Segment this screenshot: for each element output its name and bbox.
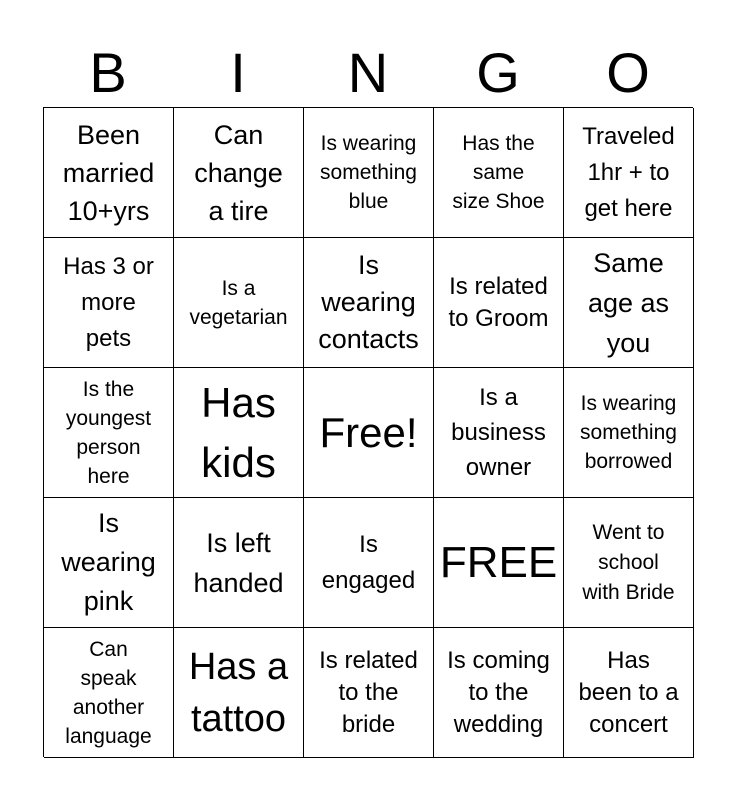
bingo-cell-r1c4[interactable] <box>434 108 564 238</box>
bingo-board <box>43 107 693 757</box>
bingo-header <box>43 38 693 108</box>
header-letter-o: O <box>606 41 650 104</box>
cell-text: Traveled 1hr + to get here <box>582 122 675 222</box>
bingo-cell-r5c3[interactable] <box>304 628 434 758</box>
bingo-cell-r1c3[interactable] <box>304 108 434 238</box>
cell-text: Went to school with Bride <box>582 520 675 604</box>
bingo-cell-r5c4[interactable] <box>434 628 564 758</box>
cell-text: Is related to Groom <box>448 272 549 332</box>
cell-text: Is wearing something borrowed <box>580 392 677 473</box>
bingo-cell-r5c5[interactable] <box>564 628 694 758</box>
cell-text: Is engaged <box>321 530 416 594</box>
bingo-cell-r2c1[interactable] <box>44 238 174 368</box>
cell-text: Is wearing pink <box>61 508 156 616</box>
bingo-cell-r4c2[interactable] <box>174 498 304 628</box>
cell-text: Has a tattoo <box>188 645 289 740</box>
cell-text: Been married 10+yrs <box>62 119 155 226</box>
cell-text: Has 3 or more pets <box>63 252 154 352</box>
bingo-cell-r4c5[interactable] <box>564 498 694 628</box>
header-letter-g: G <box>476 41 520 104</box>
bingo-cell-r5c1[interactable] <box>44 628 174 758</box>
bingo-cell-r2c2[interactable] <box>174 238 304 368</box>
bingo-cell-r4c1[interactable] <box>44 498 174 628</box>
cell-text: Is a vegetarian <box>189 276 288 329</box>
bingo-cell-r3c4[interactable] <box>434 368 564 498</box>
header-letter-i: I <box>230 41 246 104</box>
free-space-cell[interactable] <box>304 368 434 498</box>
header-letter-n: N <box>347 41 389 104</box>
bingo-cell-r2c3[interactable] <box>304 238 434 368</box>
bingo-cell-r5c2[interactable] <box>174 628 304 758</box>
cell-text: Is related to the bride <box>319 646 418 738</box>
free-space-text: FREE <box>439 537 558 587</box>
bingo-cell-r2c5[interactable] <box>564 238 694 368</box>
bingo-cell-r3c1[interactable] <box>44 368 174 498</box>
cell-text: Is wearing contacts <box>318 250 419 354</box>
header-letter-b: B <box>89 41 127 104</box>
bingo-cell-r3c2[interactable] <box>174 368 304 498</box>
bingo-cell-r1c1[interactable] <box>44 108 174 238</box>
cell-text: Same age as you <box>587 247 670 358</box>
bingo-cell-r2c4[interactable] <box>434 238 564 368</box>
cell-text: Has kids <box>201 378 276 486</box>
cell-text: Has the same size Shoe <box>452 132 545 213</box>
free-space-cell-2[interactable] <box>434 498 564 628</box>
cell-text: Has been to a concert <box>578 646 679 738</box>
cell-text: Can speak another language <box>65 637 152 748</box>
bingo-cell-r1c2[interactable] <box>174 108 304 238</box>
cell-text: Is left handed <box>193 527 284 598</box>
cell-text: Is wearing something blue <box>320 132 417 213</box>
free-space-text: Free! <box>319 408 418 456</box>
cell-text: Is the youngest person here <box>65 377 152 488</box>
bingo-cell-r3c5[interactable] <box>564 368 694 498</box>
bingo-cell-r1c5[interactable] <box>564 108 694 238</box>
cell-text: Is coming to the wedding <box>447 646 550 738</box>
bingo-cell-r4c3[interactable] <box>304 498 434 628</box>
cell-text: Can change a tire <box>194 119 283 226</box>
cell-text: Is a business owner <box>451 384 546 481</box>
